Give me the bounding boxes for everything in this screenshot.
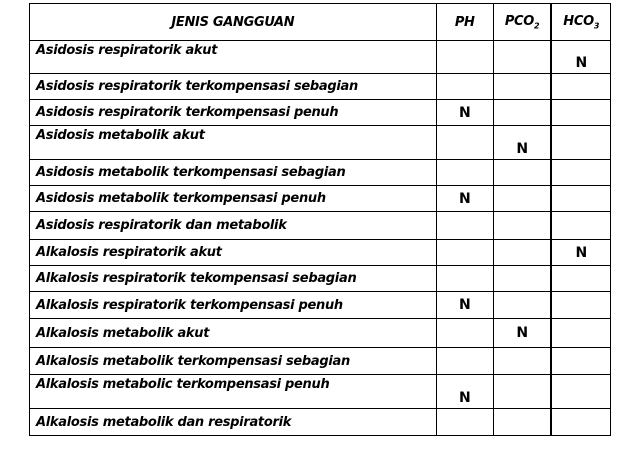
header-row: [30, 4, 611, 41]
header-hco3-subscript: 3: [593, 21, 600, 31]
row-pco2: [493, 160, 551, 186]
row-pco2: [493, 100, 551, 126]
table-row: [30, 74, 611, 100]
row-pco2: [493, 266, 551, 292]
acid-base-table: [29, 3, 611, 436]
row-ph: [436, 160, 493, 186]
table-row: [30, 266, 611, 292]
row-hco3: N: [551, 240, 610, 266]
row-ph: [436, 409, 493, 436]
row-hco3: [551, 266, 610, 292]
row-name: Alkalosis metabolik dan respiratorik: [30, 409, 437, 436]
row-ph: [436, 240, 493, 266]
row-hco3: [551, 186, 610, 212]
table-row: [30, 409, 611, 436]
header-pco2: [493, 4, 551, 41]
row-pco2: [493, 212, 551, 240]
row-hco3: N: [551, 41, 610, 74]
row-hco3: [551, 409, 610, 436]
row-ph: N: [436, 292, 493, 319]
row-hco3: [551, 292, 610, 319]
row-name: Alkalosis metabolik akut: [30, 319, 437, 348]
row-pco2: [493, 409, 551, 436]
table-row: [30, 100, 611, 126]
row-ph: [436, 319, 493, 348]
table-row: [30, 292, 611, 319]
table-row: [30, 375, 611, 409]
row-pco2: N: [493, 319, 551, 348]
header-pco2-text: PCO: [504, 13, 535, 29]
row-name: Asidosis respiratorik terkompensasi penuh: [30, 100, 437, 126]
row-name: Asidosis metabolik akut: [30, 126, 437, 160]
row-ph: [436, 212, 493, 240]
row-hco3: [551, 100, 610, 126]
row-pco2: N: [493, 126, 551, 160]
row-pco2: [493, 74, 551, 100]
row-name: Alkalosis respiratorik terkompensasi penuh: [30, 292, 437, 319]
row-pco2: [493, 292, 551, 319]
row-name: Asidosis respiratorik terkompensasi sebagian: [30, 74, 437, 100]
row-hco3: [551, 160, 610, 186]
table-row: [30, 212, 611, 240]
row-name: Asidosis respiratorik dan metabolik: [30, 212, 437, 240]
row-name: Alkalosis metabolik terkompensasi sebagian: [30, 348, 437, 375]
table-row: [30, 240, 611, 266]
row-ph: [436, 266, 493, 292]
table-row: [30, 160, 611, 186]
row-pco2: [493, 348, 551, 375]
header-pco2-subscript: 2: [534, 21, 540, 31]
table-row: [30, 348, 611, 375]
row-name: Alkalosis respiratorik tekompensasi sebagian: [30, 266, 437, 292]
row-ph: [436, 41, 493, 74]
row-hco3: [551, 74, 610, 100]
row-name: Asidosis metabolik terkompensasi penuh: [30, 186, 437, 212]
row-hco3: [551, 319, 610, 348]
row-ph: [436, 74, 493, 100]
row-ph: [436, 126, 493, 160]
row-pco2: [493, 186, 551, 212]
row-hco3: [551, 375, 610, 409]
row-pco2: [493, 240, 551, 266]
row-pco2: [493, 375, 551, 409]
row-hco3: [551, 126, 610, 160]
header-ph: PH: [436, 4, 493, 41]
header-hco3-text: HCO: [563, 13, 594, 29]
row-name: Alkalosis respiratorik akut: [30, 240, 437, 266]
row-ph: [436, 348, 493, 375]
table-row: [30, 41, 611, 74]
table-row: [30, 319, 611, 348]
row-name: Asidosis respiratorik akut: [30, 41, 437, 74]
table-row: [30, 186, 611, 212]
table-row: [30, 126, 611, 160]
row-ph: N: [436, 100, 493, 126]
header-hco3: [551, 4, 610, 41]
row-hco3: [551, 212, 610, 240]
row-ph: N: [436, 186, 493, 212]
row-hco3: [551, 348, 610, 375]
row-name: Asidosis metabolik terkompensasi sebagian: [30, 160, 437, 186]
row-ph: N: [436, 375, 493, 409]
header-jenis-gangguan: JENIS GANGGUAN: [30, 4, 437, 41]
row-pco2: [493, 41, 551, 74]
row-name: Alkalosis metabolic terkompensasi penuh: [30, 375, 437, 409]
